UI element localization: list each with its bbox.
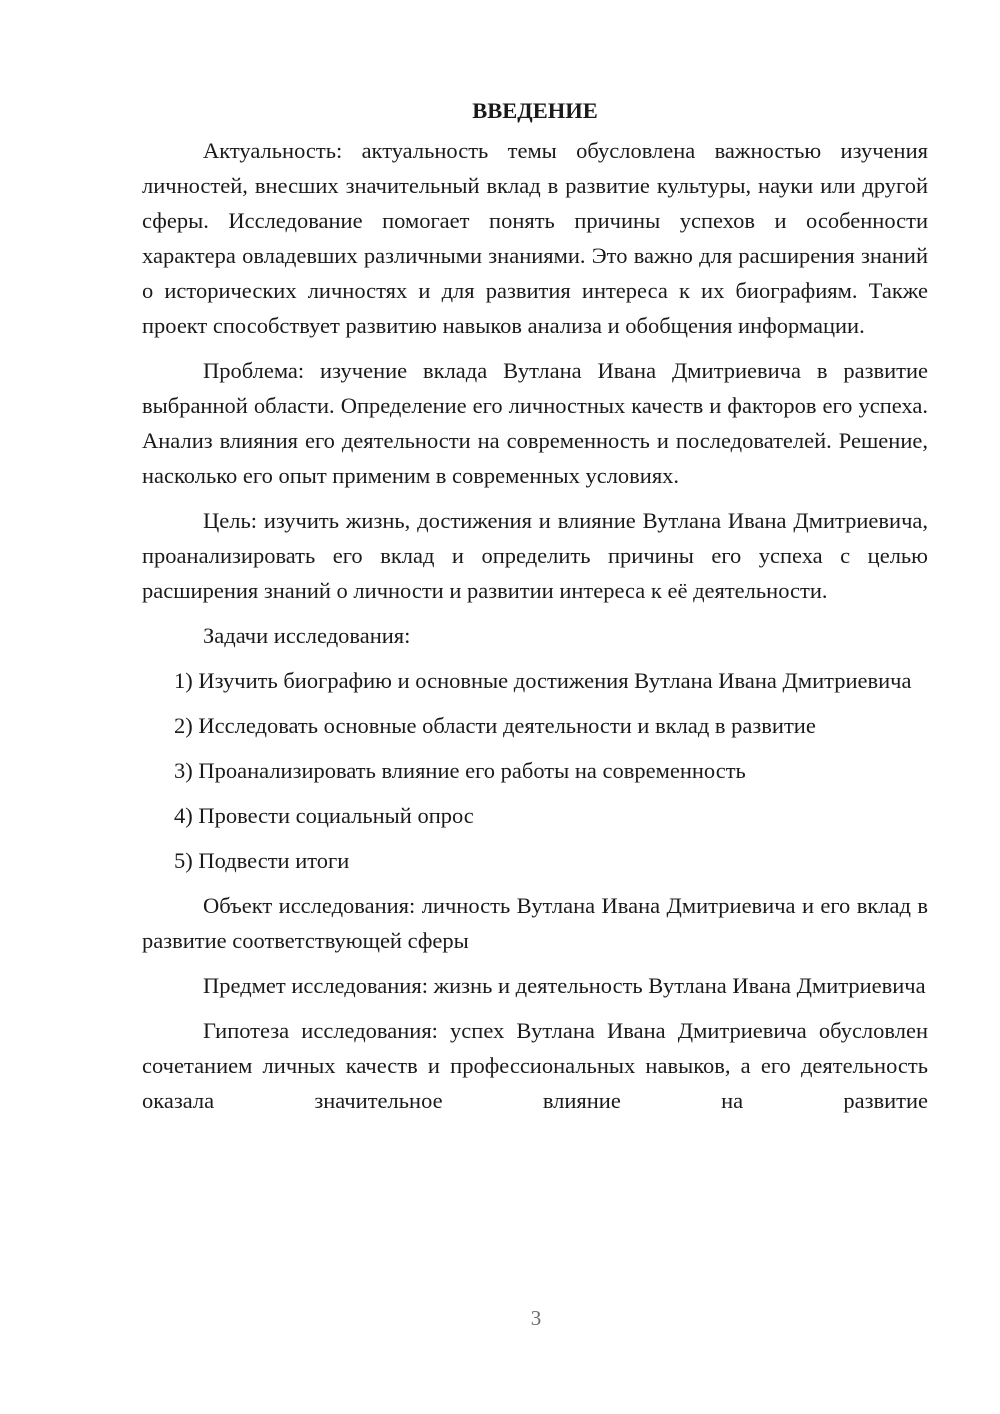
page-number: 3 (530, 1306, 542, 1330)
page-content (142, 94, 928, 1118)
subject-paragraph: Предмет исследования: жизнь и деятельность Вутлана Ивана Дмитриевича (203, 973, 926, 998)
hypothesis-paragraph: Гипотеза исследования: успех Вутлана Ивана Дмитриевича обусловлен сочетанием личных качеств и профессиональных навыков, а его деятельность оказала значительное влияние на развитие (142, 1018, 928, 1113)
task-item-3: 3) Проанализировать влияние его работы на современность (174, 758, 746, 783)
task-item-5: 5) Подвести итоги (174, 848, 350, 873)
problem-paragraph: Проблема: изучение вклада Вутлана Ивана Дмитриевича в развитие выбранной области. Определение его личностных качеств и факторов его успеха. Анализ влияния его деятельности на современность и последователей. Решение, насколько его опыт применим в современных условиях. (142, 358, 928, 488)
task-item-2: 2) Исследовать основные области деятельности и вклад в развитие (174, 713, 816, 738)
object-paragraph: Объект исследования: личность Вутлана Ивана Дмитриевича и его вклад в развитие соответствующей сферы (142, 893, 928, 953)
tasks-heading: Задачи исследования: (203, 623, 411, 648)
task-item-1: 1) Изучить биографию и основные достижения Вутлана Ивана Дмитриевича (174, 668, 912, 693)
task-item-4: 4) Провести социальный опрос (174, 803, 474, 828)
relevance-paragraph: Актуальность: актуальность темы обусловлена важностью изучения личностей, внесших значительный вклад в развитие культуры, науки или другой сферы. Исследование помогает понять причины успехов и особенности характера овладевших различными знаниями. Это важно для расширения знаний о исторических личностях и для развития интереса к их биографиям. Также проект способствует развитию навыков анализа и обобщения информации. (142, 138, 928, 338)
page-title: ВВЕДЕНИЕ (472, 98, 598, 123)
goal-paragraph: Цель: изучить жизнь, достижения и влияние Вутлана Ивана Дмитриевича, проанализировать его вклад и определить причины его успеха с целью расширения знаний о личности и развитии интереса к её деятельности. (142, 508, 928, 603)
